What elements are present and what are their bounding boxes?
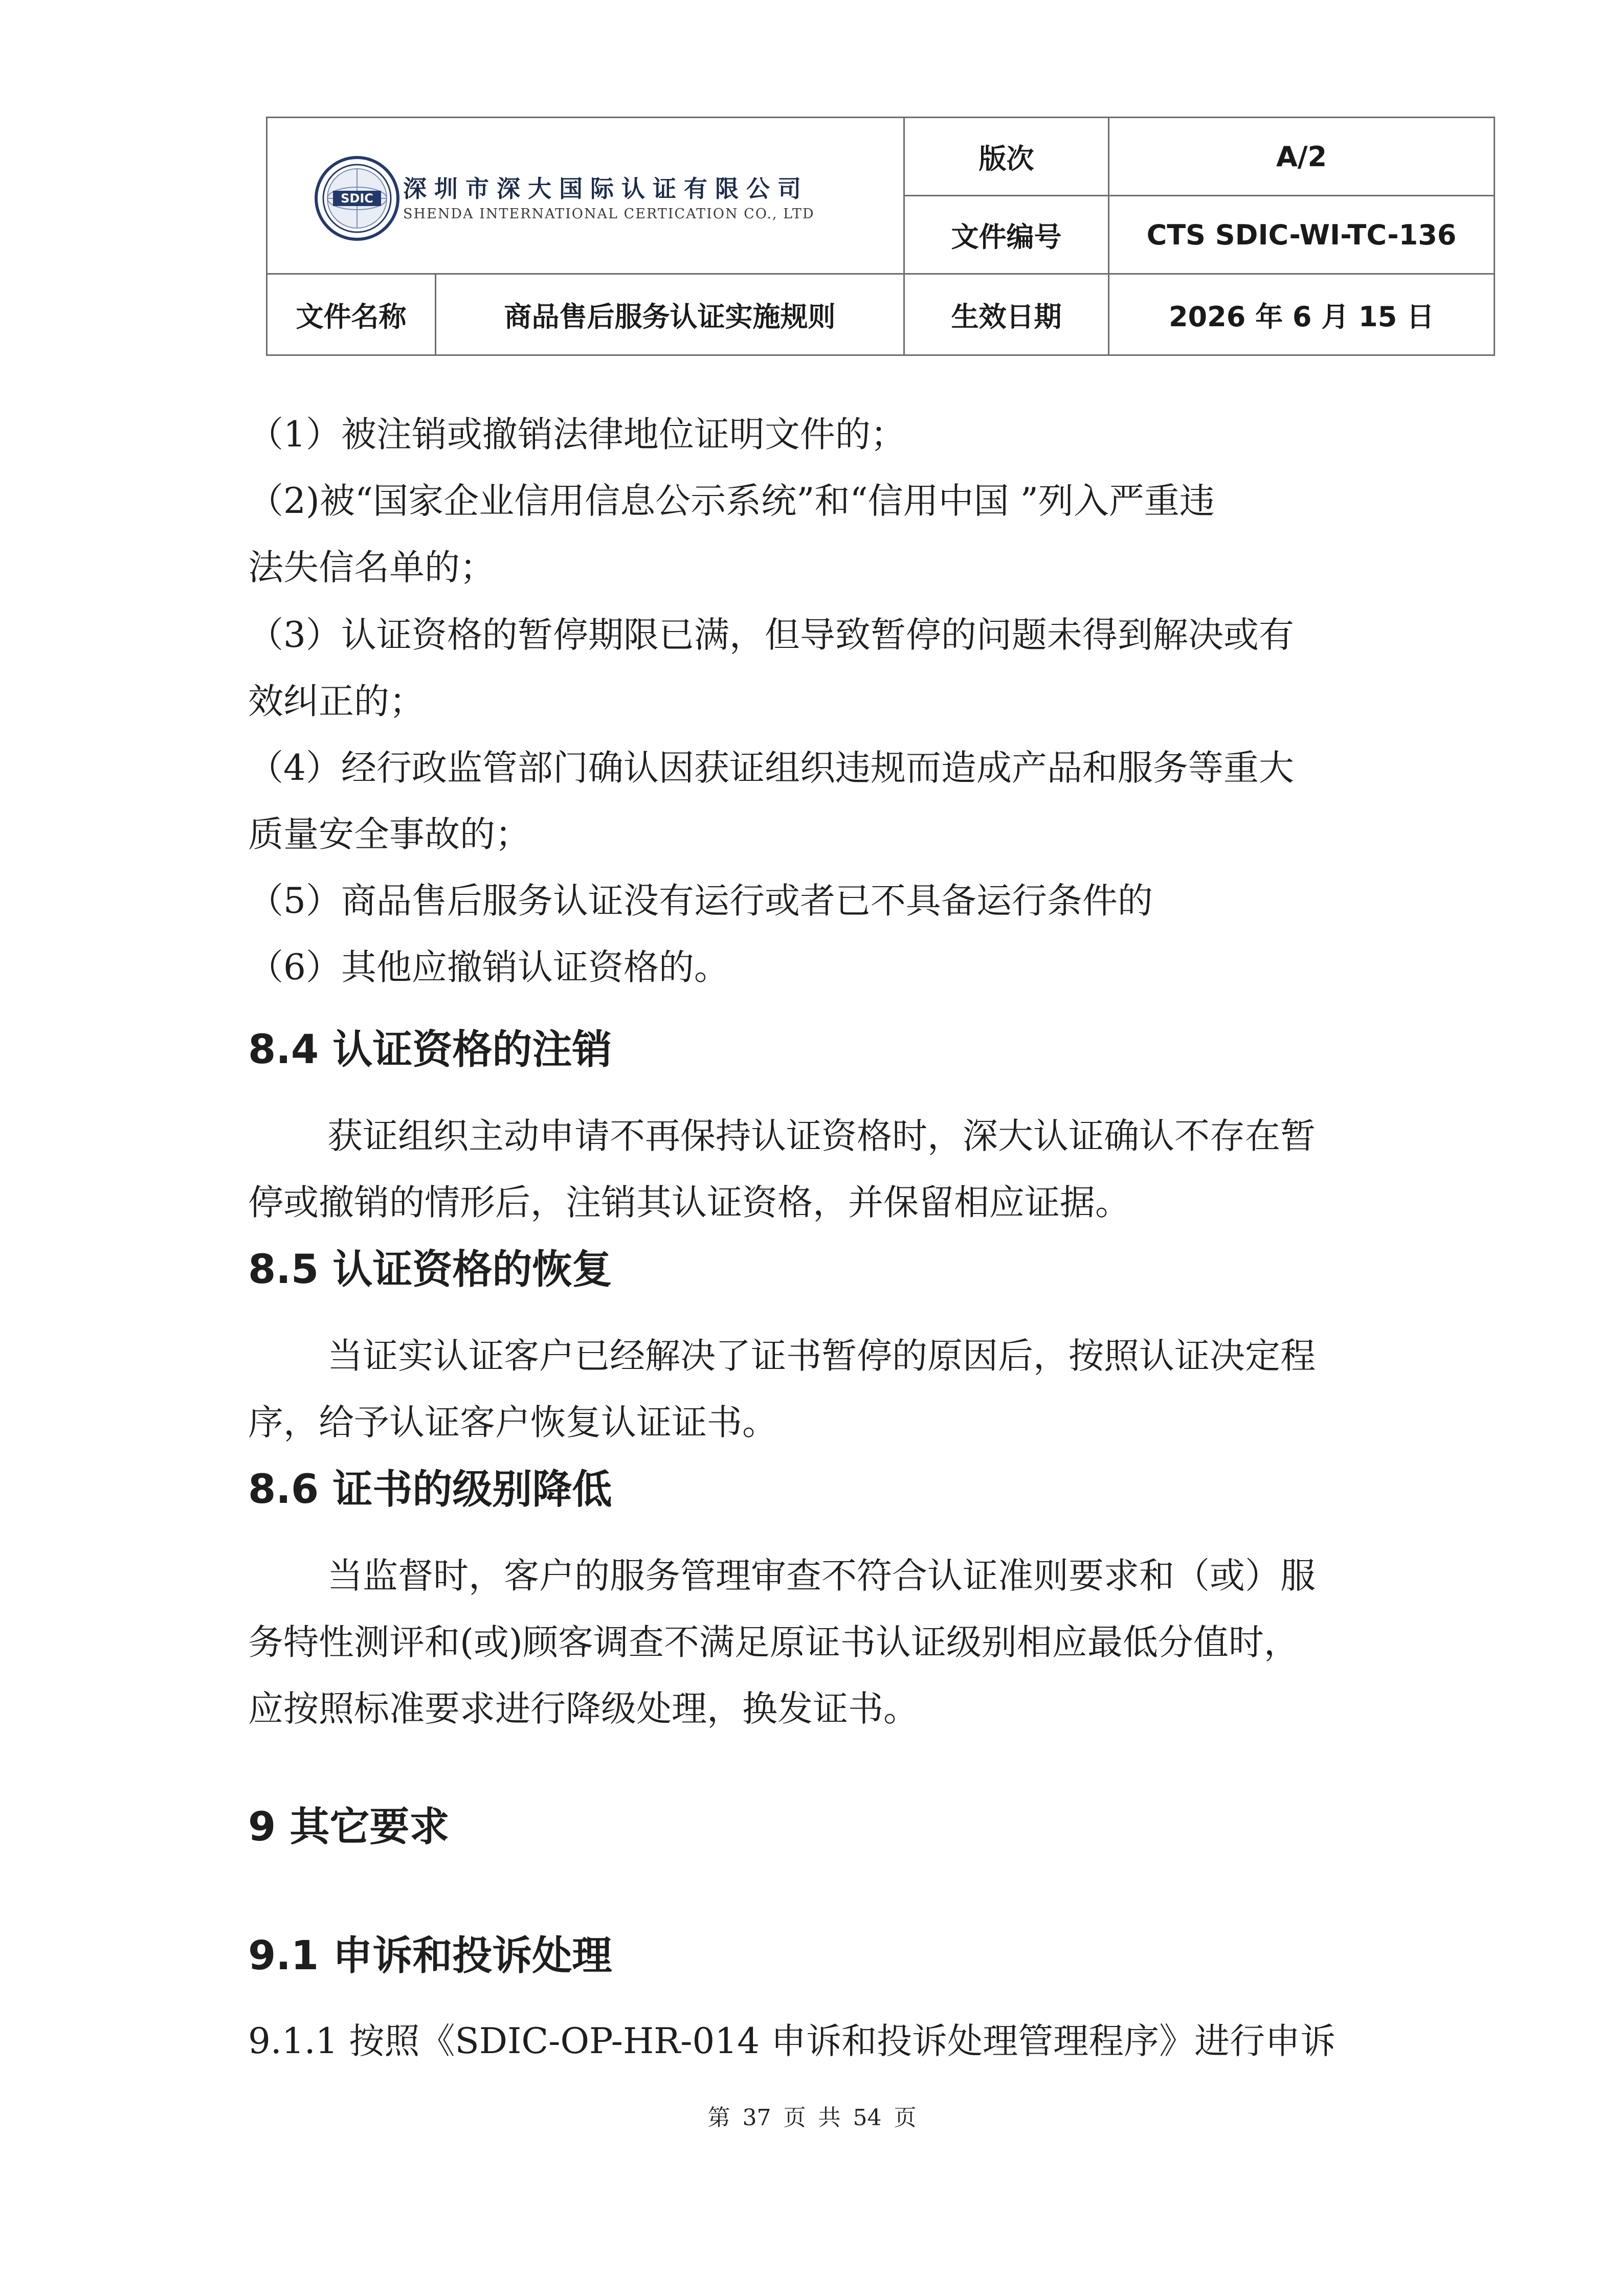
document-name-label: 文件名称 bbox=[267, 274, 436, 355]
svg-text:SDIC: SDIC bbox=[341, 191, 373, 206]
document-header-table bbox=[266, 117, 1495, 356]
effective-date-value: 2026 年 6 月 15 日 bbox=[1109, 274, 1495, 355]
revocation-item-4-cont: 质量安全事故的； bbox=[248, 814, 530, 855]
document-number-value: CTS SDIC-WI-TC-136 bbox=[1109, 196, 1495, 274]
revocation-item-1: （1）被注销或撤销法律地位证明文件的； bbox=[248, 414, 906, 455]
sdic-seal-icon bbox=[314, 155, 401, 242]
version-value: A/2 bbox=[1109, 118, 1495, 196]
section-8-6-heading: 8.6 证书的级别降低 bbox=[248, 1467, 612, 1513]
section-8-5-line-1: 当证实认证客户已经解决了证书暂停的原因后，按照认证决定程 bbox=[327, 1336, 1316, 1377]
section-9-1-1-line: 9.1.1 按照《SDIC-OP-HR-014 申诉和投诉处理管理程序》进行申诉 bbox=[248, 2021, 1336, 2062]
section-8-4-heading: 8.4 认证资格的注销 bbox=[248, 1027, 612, 1073]
section-9-1-heading: 9.1 申诉和投诉处理 bbox=[248, 1933, 612, 1979]
company-logo-cell bbox=[267, 118, 904, 274]
revocation-item-5: （5）商品售后服务认证没有运行或者已不具备运行条件的 bbox=[248, 881, 1153, 921]
page-number-footer: 第 37 页 共 54 页 bbox=[707, 2105, 917, 2131]
revocation-item-3-cont: 效纠正的； bbox=[248, 681, 425, 722]
section-9-heading: 9 其它要求 bbox=[248, 1804, 450, 1850]
section-8-4-line-1: 获证组织主动申请不再保持认证资格时，深大认证确认不存在暂 bbox=[327, 1116, 1316, 1157]
company-name-en: SHENDA INTERNATIONAL CERTICATION CO., LTD bbox=[403, 206, 815, 222]
section-8-5-line-2: 序，给予认证客户恢复认证证书。 bbox=[248, 1402, 777, 1443]
revocation-item-6: （6）其他应撤销认证资格的。 bbox=[248, 947, 729, 988]
revocation-item-2-cont: 法失信名单的； bbox=[248, 547, 495, 588]
section-8-6-line-1: 当监督时，客户的服务管理审查不符合认证准则要求和（或）服 bbox=[327, 1556, 1316, 1596]
section-8-6-line-2: 务特性测评和(或)顾客调查不满足原证书认证级别相应最低分值时， bbox=[248, 1622, 1299, 1663]
section-8-4-line-2: 停或撤销的情形后，注销其认证资格，并保留相应证据。 bbox=[248, 1182, 1130, 1223]
revocation-item-4: （4）经行政监管部门确认因获证组织违规而造成产品和服务等重大 bbox=[248, 748, 1294, 789]
company-name-cn: 深圳市深大国际认证有限公司 bbox=[403, 175, 809, 202]
effective-date-label: 生效日期 bbox=[904, 274, 1109, 355]
revocation-item-3: （3）认证资格的暂停期限已满，但导致暂停的问题未得到解决或有 bbox=[248, 615, 1294, 656]
document-name-value: 商品售后服务认证实施规则 bbox=[436, 274, 904, 355]
section-8-6-line-3: 应按照标准要求进行降级处理，换发证书。 bbox=[248, 1689, 919, 1729]
section-8-5-heading: 8.5 认证资格的恢复 bbox=[248, 1247, 612, 1293]
version-label: 版次 bbox=[904, 118, 1109, 196]
revocation-item-2: （2)被“国家企业信用信息公示系统”和“信用中国 ”列入严重违 bbox=[248, 481, 1215, 522]
document-number-label: 文件编号 bbox=[904, 196, 1109, 274]
